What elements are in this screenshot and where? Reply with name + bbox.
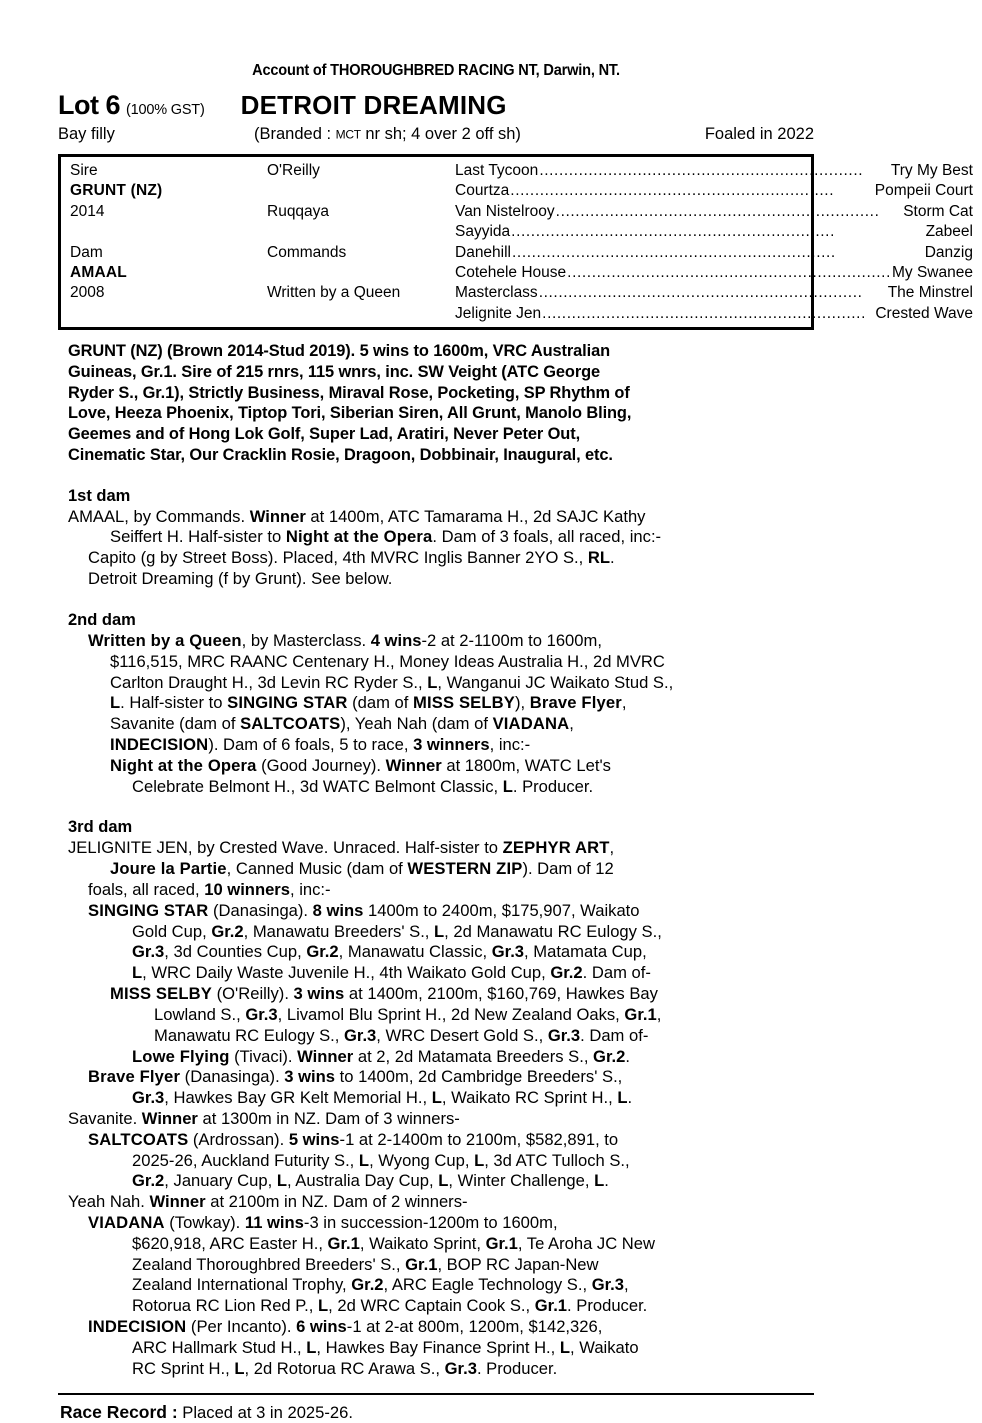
text: . xyxy=(625,1046,630,1066)
text: , 2d Manawatu RC Eulogy S., xyxy=(444,921,662,941)
text: . xyxy=(610,548,615,568)
brand-description xyxy=(254,125,705,144)
progeny-line xyxy=(58,1005,814,1026)
progeny-line xyxy=(58,1359,814,1380)
emphasis: 8 wins xyxy=(312,900,364,920)
text: (Danasinga). xyxy=(180,1067,285,1087)
text: 1400m to 2400m, $175,907, Waikato xyxy=(363,900,640,920)
text: . Half-sister to xyxy=(120,693,228,713)
progeny-line xyxy=(58,1317,814,1338)
text: Celebrate Belmont H., 3d WATC Belmont Classic, xyxy=(132,776,503,796)
dam-line xyxy=(58,880,814,901)
dam-sire: Commands xyxy=(267,243,347,261)
text: . Producer. xyxy=(512,776,594,796)
text: at 1300m in NZ. Dam of 3 winners- xyxy=(197,1108,460,1128)
text: at 2100m in NZ. Dam of 2 winners- xyxy=(205,1192,468,1212)
emphasis: SALTCOATS xyxy=(88,1129,189,1149)
text: (Per Incanto). xyxy=(186,1317,297,1337)
great-grandparent-row xyxy=(455,222,973,242)
emphasis: Gr.1 xyxy=(327,1233,360,1253)
text: Zealand Thoroughbred Breeders' S., xyxy=(132,1254,406,1274)
text: . Dam of- xyxy=(582,963,651,983)
spacer-row xyxy=(70,304,267,324)
emphasis: WESTERN ZIP xyxy=(407,859,523,879)
pedigree-table xyxy=(58,154,973,330)
text: , xyxy=(624,1275,629,1295)
first-dam-body xyxy=(58,507,814,590)
emphasis: ZEPHYR ART xyxy=(502,838,610,858)
emphasis: Winner xyxy=(297,1046,354,1066)
text: Zealand International Trophy, xyxy=(132,1275,352,1295)
emphasis: L xyxy=(318,1296,329,1316)
emphasis: Gr.3 xyxy=(591,1275,625,1295)
dam-line xyxy=(58,693,814,714)
emphasis: Gr.3 xyxy=(132,942,165,962)
ggp-left: Jelignite Jen xyxy=(455,304,542,322)
text: , Hawkes Bay GR Kelt Memorial H., xyxy=(164,1088,432,1108)
sire-summary-line: Guineas, Gr.1. Sire of 215 rnrs, 115 wnrs, inc. SW Veight (ATC George xyxy=(68,362,601,381)
text: Rotorua RC Lion Red P., xyxy=(132,1296,319,1316)
sire-summary-line: Cinematic Star, Our Cracklin Rosie, Dragoon, Dobbinair, Inaugural, etc. xyxy=(68,445,613,464)
leader-dots: .................................................................. xyxy=(511,223,835,241)
leader-dots: .................................................................. xyxy=(555,202,880,220)
emphasis: Gr.3 xyxy=(132,1088,165,1108)
emphasis: Winner xyxy=(385,755,442,775)
dam-line xyxy=(58,507,814,528)
pedigree-column-great-grandparents xyxy=(455,161,982,324)
emphasis: L xyxy=(132,963,143,983)
spacer-row xyxy=(267,181,455,201)
text: , xyxy=(621,693,627,713)
text: , 3d Counties Cup, xyxy=(164,942,307,962)
dam-line xyxy=(58,548,814,569)
emphasis: 3 winners xyxy=(413,734,490,754)
progeny-line xyxy=(58,984,814,1005)
text: (Good Journey). xyxy=(256,755,386,775)
text: , 2d Rotorua RC Arawa S., xyxy=(244,1358,445,1378)
ggp-left: Courtza xyxy=(455,182,510,200)
emphasis: VIADANA xyxy=(492,714,570,734)
emphasis: L xyxy=(276,1171,287,1191)
text: , xyxy=(609,838,615,858)
text: (Danasinga). xyxy=(208,900,313,920)
text: . xyxy=(604,1171,609,1191)
progeny-line xyxy=(58,1088,814,1109)
text: -1 at 2-1400m to 2100m, $582,891, to xyxy=(339,1129,619,1149)
dam-name: AMAAL xyxy=(70,263,127,281)
dam-line: $116,515, MRC RAANC Centenary H., Money Ideas Australia H., 2d MVRC xyxy=(110,651,665,671)
text: , Te Aroha JC New xyxy=(517,1233,655,1253)
footer-divider xyxy=(58,1393,814,1395)
emphasis: Brave Flyer xyxy=(529,693,622,713)
great-grandparent-row xyxy=(455,263,973,283)
text: , Manawatu Classic, xyxy=(338,942,492,962)
dam-line xyxy=(58,777,814,798)
horse-name: DETROIT DREAMING xyxy=(240,90,507,120)
emphasis: Gr.3 xyxy=(491,942,525,962)
brand-symbol: MCT xyxy=(335,127,361,142)
text: , ARC Eagle Technology S., xyxy=(383,1275,592,1295)
ggp-left: Danehill xyxy=(455,243,512,261)
dam-line xyxy=(58,735,814,756)
emphasis: INDECISION xyxy=(88,1317,187,1337)
text: , Winter Challenge, xyxy=(448,1171,595,1191)
leader-dots: .................................................................. xyxy=(512,243,836,261)
emphasis: Brave Flyer xyxy=(88,1067,181,1087)
text: $620,918, ARC Easter H., xyxy=(132,1233,328,1253)
text: ), xyxy=(515,693,530,713)
leader-dots: .................................................................. xyxy=(510,182,835,200)
emphasis: Gr.2 xyxy=(132,1171,165,1191)
text: Carlton Draught H., 3d Levin RC Ryder S., xyxy=(110,672,428,692)
text: (dam of xyxy=(347,693,414,713)
dam-line xyxy=(58,756,814,777)
emphasis: L xyxy=(234,1358,245,1378)
emphasis: SINGING STAR xyxy=(227,693,348,713)
dam-year: 2008 xyxy=(70,284,105,302)
text: at 1400m, ATC Tamarama H., 2d SAJC Kathy xyxy=(305,506,646,526)
text: 2025-26, Auckland Futurity S., xyxy=(132,1150,359,1170)
pedigree-column-grandparents xyxy=(267,161,455,324)
pedigree-column-parents xyxy=(61,161,267,324)
progeny-line xyxy=(58,1255,814,1276)
sire-summary-line: Ryder S., Gr.1), Strictly Business, Miraval Rose, Pocketing, SP Rhythm of xyxy=(68,383,630,402)
text: , 3d ATC Tulloch S., xyxy=(484,1150,630,1170)
emphasis: Night at the Opera xyxy=(285,527,433,547)
dam-line xyxy=(58,673,814,694)
text: , xyxy=(656,1004,662,1024)
great-grandparent-row xyxy=(455,243,973,263)
progeny-line xyxy=(58,1026,814,1047)
lot-number: Lot 6 xyxy=(58,90,120,120)
progeny-line xyxy=(58,901,814,922)
text: (Towkay). xyxy=(164,1213,245,1232)
ggp-right: Crested Wave xyxy=(875,304,973,322)
dam-line: Detroit Dreaming (f by Grunt). See below. xyxy=(88,569,393,589)
text: , WRC Desert Gold S., xyxy=(376,1025,548,1045)
text: , Waikato Sprint, xyxy=(359,1233,486,1253)
leader-dots: .................................................................. xyxy=(539,162,864,179)
ggp-right: Try My Best xyxy=(890,162,973,179)
emphasis: VIADANA xyxy=(88,1213,165,1232)
text: (Tivaci). xyxy=(229,1046,298,1066)
emphasis: SALTCOATS xyxy=(240,714,341,734)
colour-and-sex: Bay filly xyxy=(58,125,115,143)
spacer-row xyxy=(267,222,455,242)
text: AMAAL, by Commands. xyxy=(68,506,250,526)
text: Savanite. xyxy=(68,1108,142,1128)
text: ). Dam of 6 foals, 5 to race, xyxy=(208,734,414,754)
great-grandparent-row xyxy=(455,283,973,303)
text: at 1800m, WATC Let's xyxy=(441,755,611,775)
progeny-line xyxy=(58,1296,814,1317)
emphasis: L xyxy=(358,1150,370,1170)
dam-line xyxy=(58,527,814,548)
sire-summary-line: Love, Heeza Phoenix, Tiptop Tori, Siberian Siren, All Grunt, Manolo Bling, xyxy=(68,404,632,423)
lot-title-row xyxy=(58,90,814,121)
text: , xyxy=(569,714,574,734)
text: , Matamata Cup, xyxy=(524,942,647,962)
emphasis: Joure la Partie xyxy=(110,859,227,879)
text: . xyxy=(627,1088,633,1108)
third-dam-body xyxy=(58,838,814,1379)
emphasis: L xyxy=(431,1088,442,1108)
text: , Hawkes Bay Finance Sprint H., xyxy=(316,1337,560,1357)
progeny-line xyxy=(58,1234,814,1255)
third-dam-heading: 3rd dam xyxy=(68,818,133,837)
text: foals, all raced, xyxy=(88,880,205,899)
progeny-line xyxy=(58,1338,814,1359)
emphasis: 6 wins xyxy=(296,1317,347,1337)
spacer-row xyxy=(70,222,267,242)
emphasis: SINGING STAR xyxy=(88,900,209,920)
text: , Manawatu Breeders' S., xyxy=(243,921,435,941)
emphasis: L xyxy=(306,1337,317,1357)
race-record-label: Race Record : xyxy=(60,1401,178,1422)
text: ), Yeah Nah (dam of xyxy=(340,714,493,734)
text: . Producer. xyxy=(567,1296,648,1316)
text: , Canned Music (dam of xyxy=(226,859,408,879)
progeny-line xyxy=(58,1067,814,1088)
text: , January Cup, xyxy=(164,1171,277,1191)
ggp-right: Storm Cat xyxy=(903,202,973,220)
text: -1 at 2-at 800m, 1200m, $142,326, xyxy=(346,1317,603,1337)
emphasis: 10 winners xyxy=(204,880,290,899)
text: -2 at 2-1100m to 1600m, xyxy=(421,630,602,650)
emphasis: Gr.2 xyxy=(351,1275,384,1295)
progeny-line xyxy=(58,1130,814,1151)
text: . Dam of- xyxy=(580,1025,649,1045)
text: Yeah Nah. xyxy=(68,1192,150,1212)
emphasis: Gr.2 xyxy=(593,1046,626,1066)
brand-suffix: nr sh; 4 over 2 off sh) xyxy=(360,125,521,143)
emphasis: Gr.3 xyxy=(344,1025,377,1045)
emphasis: Winner xyxy=(141,1108,198,1128)
great-grandparent-row xyxy=(455,304,973,324)
emphasis: INDECISION xyxy=(110,734,209,754)
progeny-line xyxy=(58,963,814,984)
ggp-right: The Minstrel xyxy=(887,284,973,302)
emphasis: L xyxy=(434,921,445,941)
emphasis: L xyxy=(594,1171,605,1191)
text: , Livamol Blu Sprint H., 2d New Zealand Oaks, xyxy=(277,1004,625,1024)
emphasis: Gr.1 xyxy=(624,1004,657,1024)
great-grandparent-row xyxy=(455,161,973,181)
sire-label: Sire xyxy=(70,162,98,179)
text: , WRC Daily Waste Juvenile H., 4th Waikato Gold Cup, xyxy=(142,963,551,983)
text: . Producer. xyxy=(476,1358,558,1378)
text: Gold Cup, xyxy=(132,921,212,941)
emphasis: Gr.1 xyxy=(534,1296,568,1316)
ggp-left: Masterclass xyxy=(455,284,538,302)
text: , by Masterclass. xyxy=(241,630,371,650)
emphasis: 5 wins xyxy=(288,1129,340,1149)
dam-label: Dam xyxy=(70,243,103,261)
text: JELIGNITE JEN, by Crested Wave. Unraced. Half-sister to xyxy=(68,838,503,858)
progeny-line xyxy=(58,922,814,943)
leader-dots: .................................................................. xyxy=(538,284,863,302)
emphasis: Night at the Opera xyxy=(110,755,257,775)
emphasis: L xyxy=(474,1150,485,1170)
emphasis: RL xyxy=(587,548,611,568)
spacer-row xyxy=(267,304,455,324)
emphasis: L xyxy=(438,1171,449,1191)
text: Seiffert H. Half-sister to xyxy=(110,527,286,547)
horse-details-row xyxy=(58,125,814,144)
spacer-row xyxy=(267,263,455,283)
text: Savanite (dam of xyxy=(110,714,241,734)
emphasis: L xyxy=(559,1337,571,1357)
ggp-left: Van Nistelrooy xyxy=(455,202,555,220)
sire-sire: O'Reilly xyxy=(267,162,320,179)
text: ). Dam of 12 xyxy=(522,859,614,879)
leader-dots: .................................................................. xyxy=(542,304,866,322)
sire-name: GRUNT (NZ) xyxy=(70,182,163,200)
text: ARC Hallmark Stud H., xyxy=(132,1337,307,1357)
ggp-right: Danzig xyxy=(924,243,973,261)
second-dam-heading: 2nd dam xyxy=(68,610,136,629)
text: Capito (g by Street Boss). Placed, 4th MVRC Inglis Banner 2YO S., xyxy=(88,548,588,568)
progeny-line xyxy=(58,1151,814,1172)
sire-dam: Ruqqaya xyxy=(267,202,330,220)
sire-year: 2014 xyxy=(70,202,105,220)
emphasis: Gr.2 xyxy=(550,963,583,983)
progeny-line xyxy=(58,942,814,963)
text: , Australia Day Cup, xyxy=(286,1171,439,1191)
text: . Dam of 3 foals, all raced, inc:- xyxy=(432,527,662,547)
foaled-year: Foaled in 2022 xyxy=(704,125,814,143)
ggp-left: Cotehele House xyxy=(455,263,567,281)
text: Lowland S., xyxy=(154,1004,246,1024)
emphasis: 4 wins xyxy=(370,630,422,650)
race-record xyxy=(58,1402,814,1423)
text: to 1400m, 2d Cambridge Breeders' S., xyxy=(335,1067,623,1087)
account-line: Account of THOROUGHBRED RACING NT, Darwin, NT. xyxy=(252,62,620,79)
text: RC Sprint H., xyxy=(132,1358,235,1378)
race-record-value: Placed at 3 in 2025-26. xyxy=(177,1402,353,1422)
emphasis: Gr.3 xyxy=(245,1004,278,1024)
emphasis: 11 wins xyxy=(244,1213,304,1232)
ggp-right: Pompeii Court xyxy=(874,182,973,200)
brand-prefix: (Branded : xyxy=(254,125,336,143)
emphasis: Written by a Queen xyxy=(88,630,242,650)
text: -3 in succession-1200m to 1600m, xyxy=(303,1213,558,1232)
second-dam-body xyxy=(58,631,814,798)
text: , inc:- xyxy=(489,734,531,754)
gst-note: (100% GST) xyxy=(126,102,205,118)
dam-line xyxy=(58,631,814,652)
emphasis: Gr.2 xyxy=(211,921,244,941)
text: , 2d WRC Captain Cook S., xyxy=(328,1296,535,1316)
text: Manawatu RC Eulogy S., xyxy=(154,1025,344,1045)
emphasis: Gr.3 xyxy=(444,1358,477,1378)
dam-dam: Written by a Queen xyxy=(267,284,401,302)
emphasis: L xyxy=(110,693,121,713)
emphasis: Gr.1 xyxy=(485,1233,518,1253)
dam-line xyxy=(58,838,814,859)
text: , BOP RC Japan-New xyxy=(437,1254,599,1274)
emphasis: MISS SELBY xyxy=(413,693,516,713)
ggp-left: Last Tycoon xyxy=(455,162,539,179)
text: (Ardrossan). xyxy=(188,1129,289,1149)
sire-summary-line: Geemes and of Hong Lok Golf, Super Lad, Aratiri, Never Peter Out, xyxy=(68,425,581,444)
text: at 2, 2d Matamata Breeders S., xyxy=(353,1046,594,1066)
text: , Wanganui JC Waikato Stud S., xyxy=(437,672,674,692)
text: , Waikato RC Sprint H., xyxy=(441,1088,618,1108)
emphasis: 3 wins xyxy=(284,1067,336,1087)
ggp-right: My Swanee xyxy=(892,263,973,281)
sire-summary-paragraph xyxy=(58,341,814,466)
leader-dots: .................................................................. xyxy=(567,263,891,281)
dam-line xyxy=(58,714,814,735)
emphasis: Lowe Flying xyxy=(132,1046,230,1066)
progeny-line xyxy=(58,1171,814,1192)
emphasis: Gr.2 xyxy=(306,942,339,962)
progeny-line xyxy=(58,1275,814,1296)
progeny-line xyxy=(58,1192,814,1213)
text: , Wyong Cup, xyxy=(369,1150,475,1170)
dam-line xyxy=(58,859,814,880)
great-grandparent-row xyxy=(455,181,973,201)
emphasis: Gr.3 xyxy=(547,1025,581,1045)
emphasis: Winner xyxy=(149,1192,206,1212)
great-grandparent-row xyxy=(455,202,973,222)
emphasis: 3 wins xyxy=(293,984,345,1004)
emphasis: MISS SELBY xyxy=(110,984,213,1004)
emphasis: L xyxy=(427,672,438,692)
emphasis: L xyxy=(617,1088,628,1108)
text: at 1400m, 2100m, $160,769, Hawkes Bay xyxy=(344,984,658,1004)
progeny-line xyxy=(58,1047,814,1068)
sire-summary-line: GRUNT (NZ) (Brown 2014-Stud 2019). 5 wins to 1600m, VRC Australian xyxy=(68,342,610,361)
text: , inc:- xyxy=(290,880,331,899)
progeny-line xyxy=(58,1109,814,1130)
ggp-left: Sayyida xyxy=(455,223,511,241)
first-dam-heading: 1st dam xyxy=(68,486,131,505)
progeny-line xyxy=(58,1213,814,1234)
ggp-right: Zabeel xyxy=(925,223,973,241)
emphasis: Winner xyxy=(249,506,306,526)
emphasis: Gr.1 xyxy=(405,1254,438,1274)
emphasis: L xyxy=(502,776,513,796)
text: , Waikato xyxy=(570,1337,639,1357)
text: (O'Reilly). xyxy=(212,984,294,1004)
